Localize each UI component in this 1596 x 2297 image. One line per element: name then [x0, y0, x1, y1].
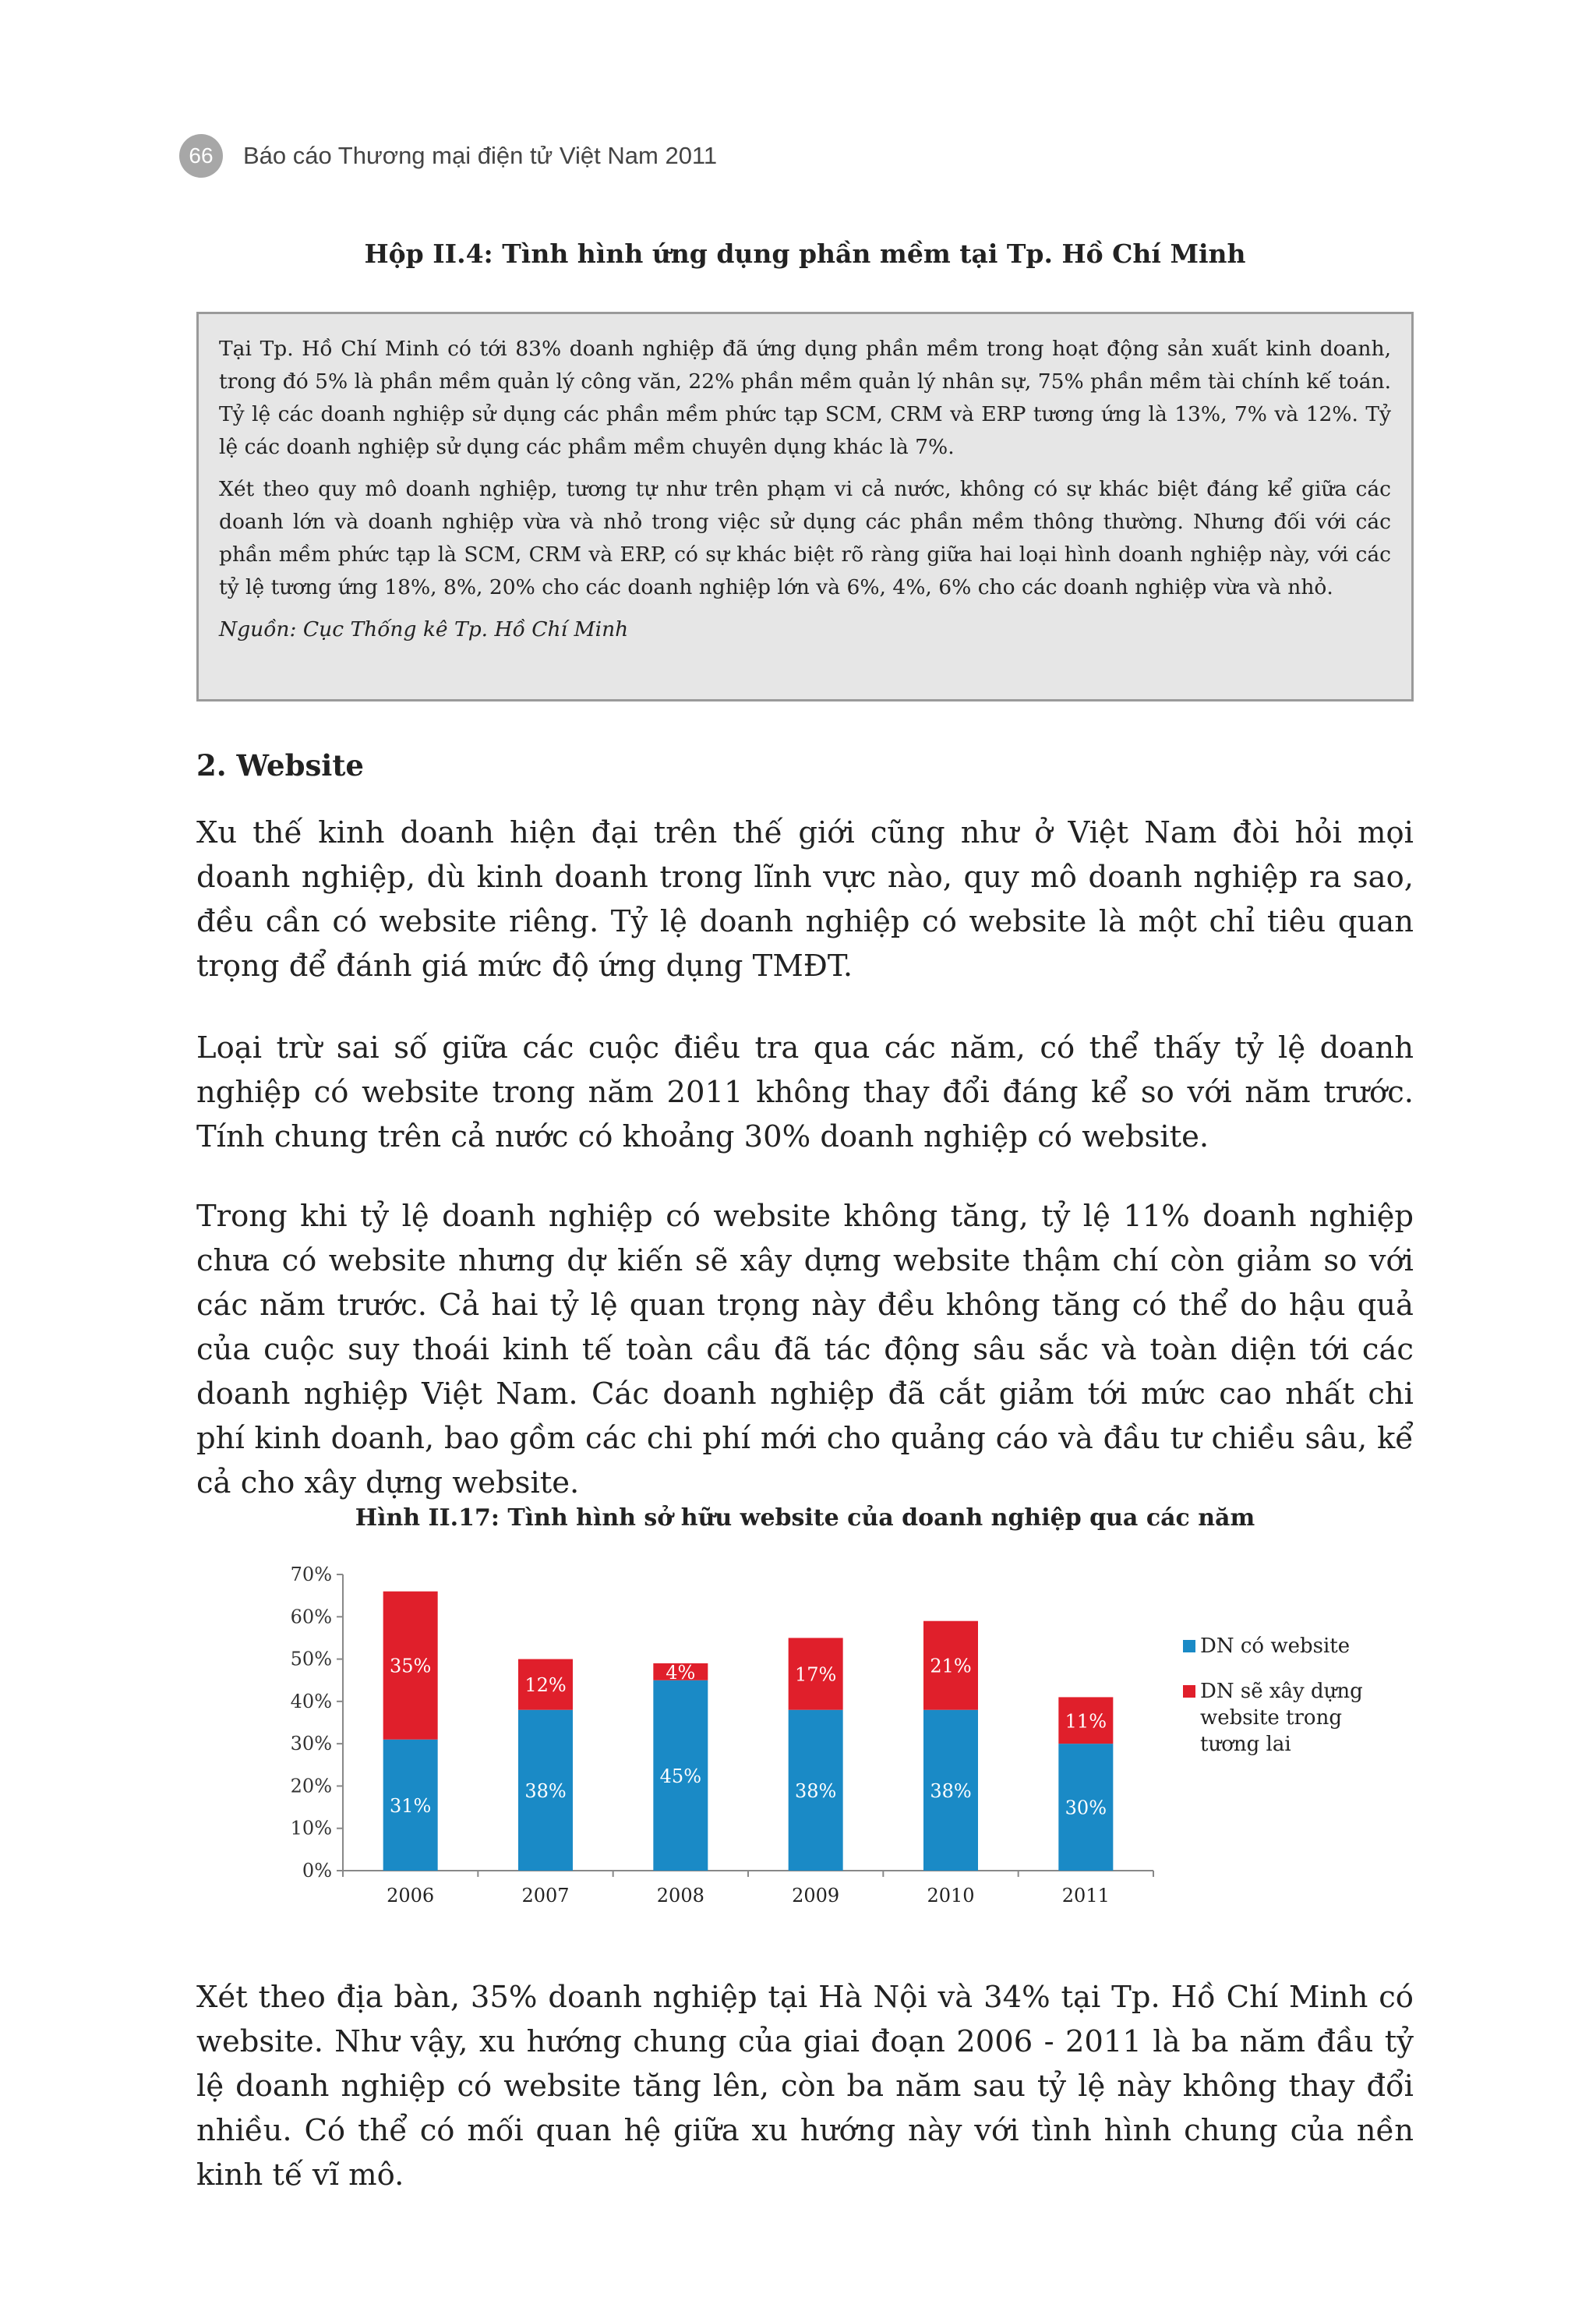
- figure-title: Hình II.17: Tình hình sở hữu website của doanh nghiệp qua các năm: [355, 1504, 1255, 1532]
- legend-swatch: [1183, 1640, 1195, 1652]
- x-tick-label: 2009: [792, 1885, 840, 1907]
- body-paragraph: Xu thế kinh doanh hiện đại trên thế giới cũng như ở Việt Nam đòi hỏi mọi doanh nghiệp, dù kinh doanh trong lĩnh vực nào, quy mô doanh nghiệp ra sao, đều cần có website riêng. Tỷ lệ doanh nghiệp có website là một chỉ tiêu quan trọng để đánh giá mức độ ứng dụng TMĐT.: [196, 815, 1414, 984]
- y-tick-label: 70%: [290, 1564, 332, 1585]
- y-tick-label: 20%: [290, 1775, 332, 1797]
- page-header: [179, 134, 717, 178]
- info-box: [196, 312, 1414, 701]
- y-tick-label: 30%: [290, 1733, 332, 1755]
- x-tick-label: 2011: [1061, 1885, 1110, 1907]
- page-number: 66: [179, 134, 223, 178]
- body-paragraph: Xét theo địa bàn, 35% doanh nghiệp tại Hà Nội và 34% tại Tp. Hồ Chí Minh có website. Như vậy, xu hướng chung của giai đoạn 2006 - 2011 là ba năm đầu tỷ lệ doanh nghiệp có website tăng lên, còn ba năm sau tỷ lệ này không thay đổi nhiều. Có thể có mối quan hệ giữa xu hướng này với tình hình chung của nền kinh tế vĩ mô.: [196, 1980, 1414, 2193]
- data-label: 11%: [1065, 1710, 1107, 1733]
- y-tick-label: 40%: [290, 1690, 332, 1712]
- data-label: 21%: [930, 1655, 972, 1677]
- y-tick-label: 50%: [290, 1648, 332, 1670]
- y-tick-label: 0%: [302, 1860, 332, 1882]
- box-paragraph: Tại Tp. Hồ Chí Minh có tới 83% doanh nghiệp đã ứng dụng phần mềm trong hoạt động sản xuất kinh doanh, trong đó 5% là phần mềm quản lý công văn, 22% phần mềm quản lý nhân sự, 75% phần mềm tài chính kế toán. Tỷ lệ các doanh nghiệp sử dụng các phần mềm phức tạp SCM, CRM và ERP tương ứng là 13%, 7% và 12%. Tỷ lệ các doanh nghiệp sử dụng các phầm mềm chuyên dụng khác là 7%.: [219, 337, 1391, 459]
- legend-label: DN có website: [1200, 1634, 1351, 1658]
- y-tick-label: 60%: [290, 1606, 332, 1628]
- box-paragraph: Xét theo quy mô doanh nghiệp, tương tự như trên phạm vi cả nước, không có sự khác biệt đáng kể giữa các doanh lớn và doanh nghiệp vừa và nhỏ trong việc sử dụng các phần mềm thông thường. Nhưng đối với các phần mềm phức tạp là SCM, CRM và ERP, có sự khác biệt rõ ràng giữa hai loại hình doanh nghiệp này, với các tỷ lệ tương ứng 18%, 8%, 20% cho các doanh nghiệp lớn và 6%, 4%, 6% cho các doanh nghiệp vừa và nhỏ.: [219, 477, 1391, 599]
- legend-label: website trong: [1200, 1706, 1342, 1730]
- body-paragraph: Trong khi tỷ lệ doanh nghiệp có website không tăng, tỷ lệ 11% doanh nghiệp chưa có website nhưng dự kiến sẽ xây dựng website thậm chí còn giảm so với các năm trước. Cả hai tỷ lệ quan trọng này đều không tăng có thể do hậu quả của cuộc suy thoái kinh tế toàn cầu đã tác động sâu sắc và toàn diện tới các doanh nghiệp Việt Nam. Các doanh nghiệp đã cắt giảm tới mức cao nhất chi phí kinh doanh, bao gồm các chi phí mới cho quảng cáo và đầu tư chiều sâu, kể cả cho xây dựng website.: [196, 1199, 1414, 1500]
- data-label: 17%: [794, 1663, 837, 1686]
- data-label: 45%: [659, 1765, 702, 1787]
- running-title: Báo cáo Thương mại điện tử Việt Nam 2011: [243, 142, 718, 169]
- legend-label: tương lai: [1200, 1733, 1291, 1756]
- legend-label: DN sẽ xây dựng: [1200, 1680, 1363, 1703]
- legend-swatch: [1183, 1685, 1195, 1698]
- section-heading: 2. Website: [196, 748, 364, 783]
- data-label: 38%: [794, 1779, 837, 1802]
- data-label: 4%: [666, 1662, 696, 1684]
- data-label: 12%: [524, 1674, 567, 1697]
- data-label: 31%: [389, 1794, 432, 1817]
- body-paragraph: Loại trừ sai số giữa các cuộc điều tra qua các năm, có thể thấy tỷ lệ doanh nghiệp có website trong năm 2011 không thay đổi đáng kể so với năm trước. Tính chung trên cả nước có khoảng 30% doanh nghiệp có website.: [196, 1030, 1414, 1154]
- data-label: 35%: [389, 1655, 432, 1677]
- x-tick-label: 2007: [521, 1885, 570, 1907]
- x-tick-label: 2010: [927, 1885, 975, 1907]
- box-source: Nguồn: Cục Thống kê Tp. Hồ Chí Minh: [219, 617, 629, 641]
- website-ownership-chart: [265, 1551, 1403, 1925]
- data-label: 38%: [930, 1779, 972, 1802]
- y-tick-label: 10%: [290, 1817, 332, 1839]
- data-label: 30%: [1065, 1797, 1107, 1819]
- x-tick-label: 2006: [387, 1885, 435, 1907]
- box-title: Hộp II.4: Tình hình ứng dụng phần mềm tại Tp. Hồ Chí Minh: [364, 239, 1246, 269]
- data-label: 38%: [524, 1779, 567, 1802]
- x-tick-label: 2008: [656, 1885, 704, 1907]
